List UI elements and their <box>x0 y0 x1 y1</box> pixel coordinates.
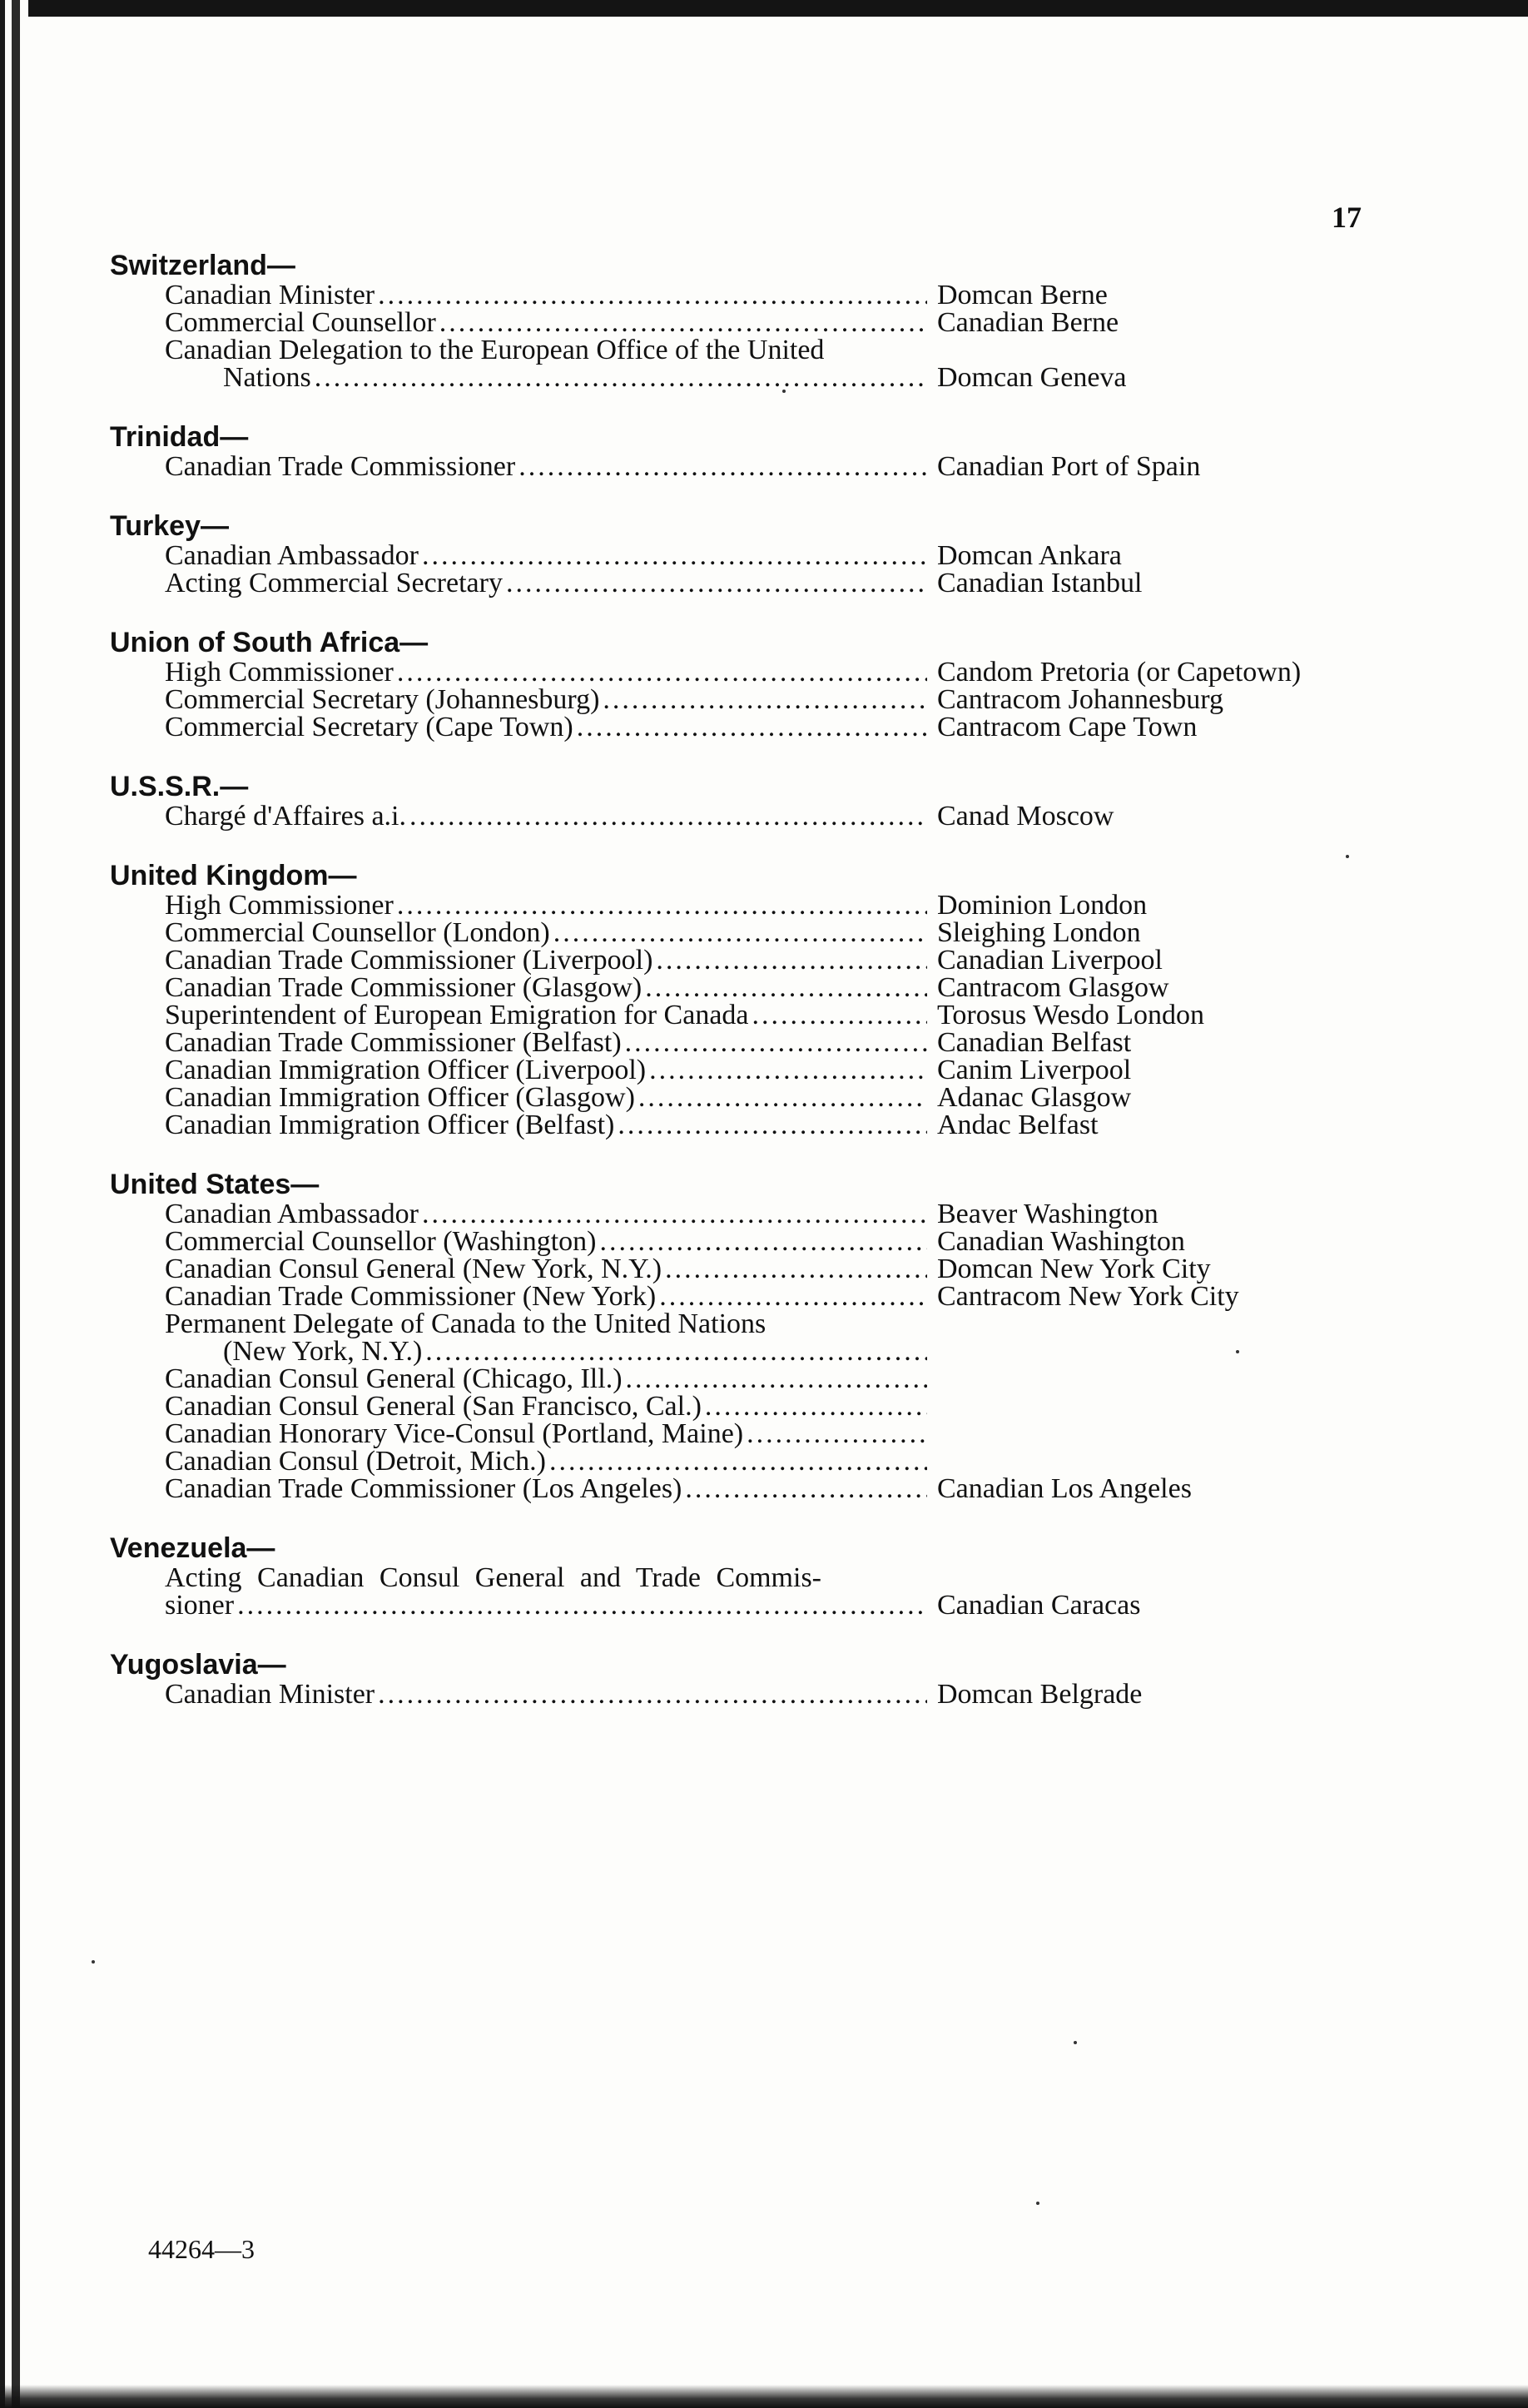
post-title: Canadian Immigration Officer (Liverpool) <box>165 1055 647 1085</box>
cable-address: Candom Pretoria (or Capetown) <box>937 657 1302 688</box>
cable-address: Domcan Berne <box>937 280 1108 310</box>
country-heading: Yugoslavia— <box>110 1649 286 1681</box>
directory-entry <box>100 1228 1398 1255</box>
cable-address: Sleighing London <box>937 917 1141 948</box>
country-section <box>100 1649 1398 1708</box>
post-title: Canadian Trade Commissioner (Glasgow) <box>165 972 642 1003</box>
scan-speck <box>92 1960 95 1964</box>
directory-entry <box>100 1393 1398 1420</box>
post-title: Canadian Trade Commissioner (Los Angeles) <box>165 1473 682 1504</box>
post-title: Canadian Delegation to the European Office of the United <box>165 335 825 365</box>
country-heading: U.S.S.R.— <box>110 771 249 802</box>
scan-top-border <box>0 0 1528 17</box>
directory-entry <box>100 1283 1398 1310</box>
cable-address: Dominion London <box>937 890 1148 921</box>
directory-entry <box>100 1111 1398 1139</box>
dot-leader <box>397 658 927 686</box>
post-title: Canadian Trade Commissioner <box>165 451 516 482</box>
directory-entry <box>100 281 1398 309</box>
dot-leader <box>625 1029 927 1056</box>
cable-address: Domcan Ankara <box>937 540 1122 571</box>
directory-entry <box>100 946 1398 974</box>
directory-entry <box>100 713 1398 741</box>
cable-address: Canadian Port of Spain <box>937 451 1201 482</box>
dot-leader <box>645 974 927 1001</box>
directory-entry <box>100 1200 1398 1228</box>
post-title: Canadian Ambassador <box>165 540 419 571</box>
cable-address: Cantracom Glasgow <box>937 972 1169 1003</box>
cable-address: Adanac Glasgow <box>937 1082 1132 1113</box>
cable-address: Canim Liverpool <box>937 1055 1132 1085</box>
directory-entry <box>100 891 1398 919</box>
dot-leader <box>549 1447 927 1475</box>
country-section <box>100 860 1398 1139</box>
country-section <box>100 771 1398 830</box>
country-heading: United States— <box>110 1169 320 1200</box>
directory-entry <box>100 974 1398 1001</box>
scan-speck <box>1036 2202 1039 2205</box>
cable-address: Canadian Istanbul <box>937 568 1143 598</box>
directory-entry <box>100 658 1398 686</box>
post-title-continuation: Nations <box>223 362 311 393</box>
cable-address: Canadian Liverpool <box>937 945 1163 976</box>
cable-address: Domcan Belgrade <box>937 1679 1143 1710</box>
post-title: Canadian Immigration Officer (Belfast) <box>165 1110 615 1140</box>
cable-address: Domcan New York City <box>937 1254 1211 1284</box>
post-title: Canadian Trade Commissioner (Liverpool) <box>165 945 653 976</box>
cable-address: Beaver Washington <box>937 1199 1158 1229</box>
cable-address: Torosus Wesdo London <box>937 1000 1205 1030</box>
cable-address: Cantracom New York City <box>937 1281 1239 1312</box>
post-title: Commercial Secretary (Johannesburg) <box>165 684 600 715</box>
country-heading: Switzerland— <box>110 250 295 281</box>
post-title: Chargé d'Affaires a.i. <box>165 801 406 832</box>
footer-code: 44264—3 <box>148 2234 255 2264</box>
dot-leader <box>618 1111 927 1139</box>
country-heading: Turkey— <box>110 510 229 542</box>
scan-speck <box>1074 2041 1077 2044</box>
dot-leader <box>425 1338 927 1365</box>
dot-leader <box>422 542 927 569</box>
post-title: Canadian Consul General (San Francisco, Cal.) <box>165 1391 702 1422</box>
directory-entry <box>100 1475 1398 1502</box>
dot-leader <box>665 1255 927 1283</box>
dot-leader <box>315 364 927 391</box>
scan-speck <box>782 390 786 393</box>
post-title: Canadian Immigration Officer (Glasgow) <box>165 1082 635 1113</box>
post-title: Commercial Counsellor <box>165 307 436 338</box>
post-title: Canadian Consul General (Chicago, Ill.) <box>165 1363 623 1394</box>
post-title: High Commissioner <box>165 890 394 921</box>
country-section <box>100 1169 1398 1502</box>
directory-entry <box>100 1029 1398 1056</box>
cable-address: Canad Moscow <box>937 801 1114 832</box>
directory-entry <box>100 1338 1398 1365</box>
directory-entry <box>100 802 1398 830</box>
dot-leader <box>752 1001 928 1029</box>
directory-entry <box>100 686 1398 713</box>
post-title: Canadian Ambassador <box>165 1199 419 1229</box>
dot-leader <box>506 569 927 597</box>
post-title: Commercial Counsellor (Washington) <box>165 1226 597 1257</box>
directory-entry <box>100 1681 1398 1708</box>
post-title: Acting Commercial Secretary <box>165 568 503 598</box>
post-title: Permanent Delegate of Canada to the United Nations <box>165 1308 766 1339</box>
cable-address: Canadian Belfast <box>937 1027 1132 1058</box>
cable-address: Cantracom Cape Town <box>937 712 1198 742</box>
post-title: Acting Canadian Consul General and Trade Commis- <box>165 1562 822 1593</box>
dot-leader <box>685 1475 927 1502</box>
dot-leader <box>409 802 927 830</box>
cable-address-directory <box>100 250 1398 1738</box>
post-title: Canadian Consul General (New York, N.Y.) <box>165 1254 662 1284</box>
country-heading: Venezuela— <box>110 1532 275 1564</box>
cable-address: Cantracom Johannesburg <box>937 684 1224 715</box>
directory-entry <box>100 309 1398 336</box>
dot-leader <box>659 1283 927 1310</box>
post-title: High Commissioner <box>165 657 394 688</box>
post-title: Canadian Trade Commissioner (New York) <box>165 1281 657 1312</box>
country-heading: Trinidad— <box>110 421 249 453</box>
dot-leader <box>378 1681 927 1708</box>
directory-entry <box>100 1056 1398 1084</box>
directory-entry <box>100 364 1398 391</box>
country-section <box>100 421 1398 480</box>
cable-address: Canadian Berne <box>937 307 1119 338</box>
post-title: Superintendent of European Emigration for Canada <box>165 1000 749 1030</box>
country-section <box>100 1532 1398 1619</box>
scan-binding-edge <box>0 0 28 2408</box>
dot-leader <box>553 919 927 946</box>
dot-leader <box>656 946 927 974</box>
country-section <box>100 250 1398 391</box>
post-title: Commercial Counsellor (London) <box>165 917 550 948</box>
directory-entry <box>100 1365 1398 1393</box>
dot-leader <box>747 1420 927 1447</box>
country-heading: Union of South Africa— <box>110 627 429 658</box>
dot-leader <box>518 453 927 480</box>
cable-address: Domcan Geneva <box>937 362 1127 393</box>
post-title: Canadian Trade Commissioner (Belfast) <box>165 1027 622 1058</box>
dot-leader <box>649 1056 927 1084</box>
page-number: 17 <box>1332 201 1362 234</box>
post-title: Canadian Consul (Detroit, Mich.) <box>165 1446 546 1477</box>
directory-entry <box>100 1591 1398 1619</box>
directory-entry <box>100 542 1398 569</box>
dot-leader <box>378 281 927 309</box>
post-title: Canadian Honorary Vice-Consul (Portland, Maine) <box>165 1418 744 1449</box>
dot-leader <box>638 1084 927 1111</box>
dot-leader <box>705 1393 927 1420</box>
dot-leader <box>237 1591 927 1619</box>
dot-leader <box>603 686 927 713</box>
country-section <box>100 627 1398 741</box>
post-title: Canadian Minister <box>165 1679 375 1710</box>
country-heading: United Kingdom— <box>110 860 357 891</box>
cable-address: Andac Belfast <box>937 1110 1099 1140</box>
directory-entry <box>100 919 1398 946</box>
scan-bottom-edge <box>0 2385 1528 2408</box>
directory-entry <box>100 1084 1398 1111</box>
cable-address: Canadian Caracas <box>937 1590 1141 1621</box>
dot-leader <box>600 1228 928 1255</box>
dot-leader <box>397 891 927 919</box>
cable-address: Canadian Los Angeles <box>937 1473 1192 1504</box>
dot-leader <box>439 309 927 336</box>
post-title-continuation: sioner <box>165 1590 235 1621</box>
scan-speck <box>1236 1350 1239 1353</box>
directory-entry <box>100 1420 1398 1447</box>
cable-address: Canadian Washington <box>937 1226 1185 1257</box>
directory-entry <box>100 1001 1398 1029</box>
dot-leader <box>422 1200 927 1228</box>
post-title: Canadian Minister <box>165 280 375 310</box>
post-title: Commercial Secretary (Cape Town) <box>165 712 573 742</box>
post-title-continuation: (New York, N.Y.) <box>223 1336 423 1367</box>
country-section <box>100 510 1398 597</box>
directory-entry <box>100 569 1398 597</box>
directory-entry <box>100 1255 1398 1283</box>
directory-entry <box>100 453 1398 480</box>
scan-speck <box>1346 855 1349 858</box>
dot-leader <box>577 713 927 741</box>
directory-entry <box>100 1447 1398 1475</box>
dot-leader <box>626 1365 927 1393</box>
